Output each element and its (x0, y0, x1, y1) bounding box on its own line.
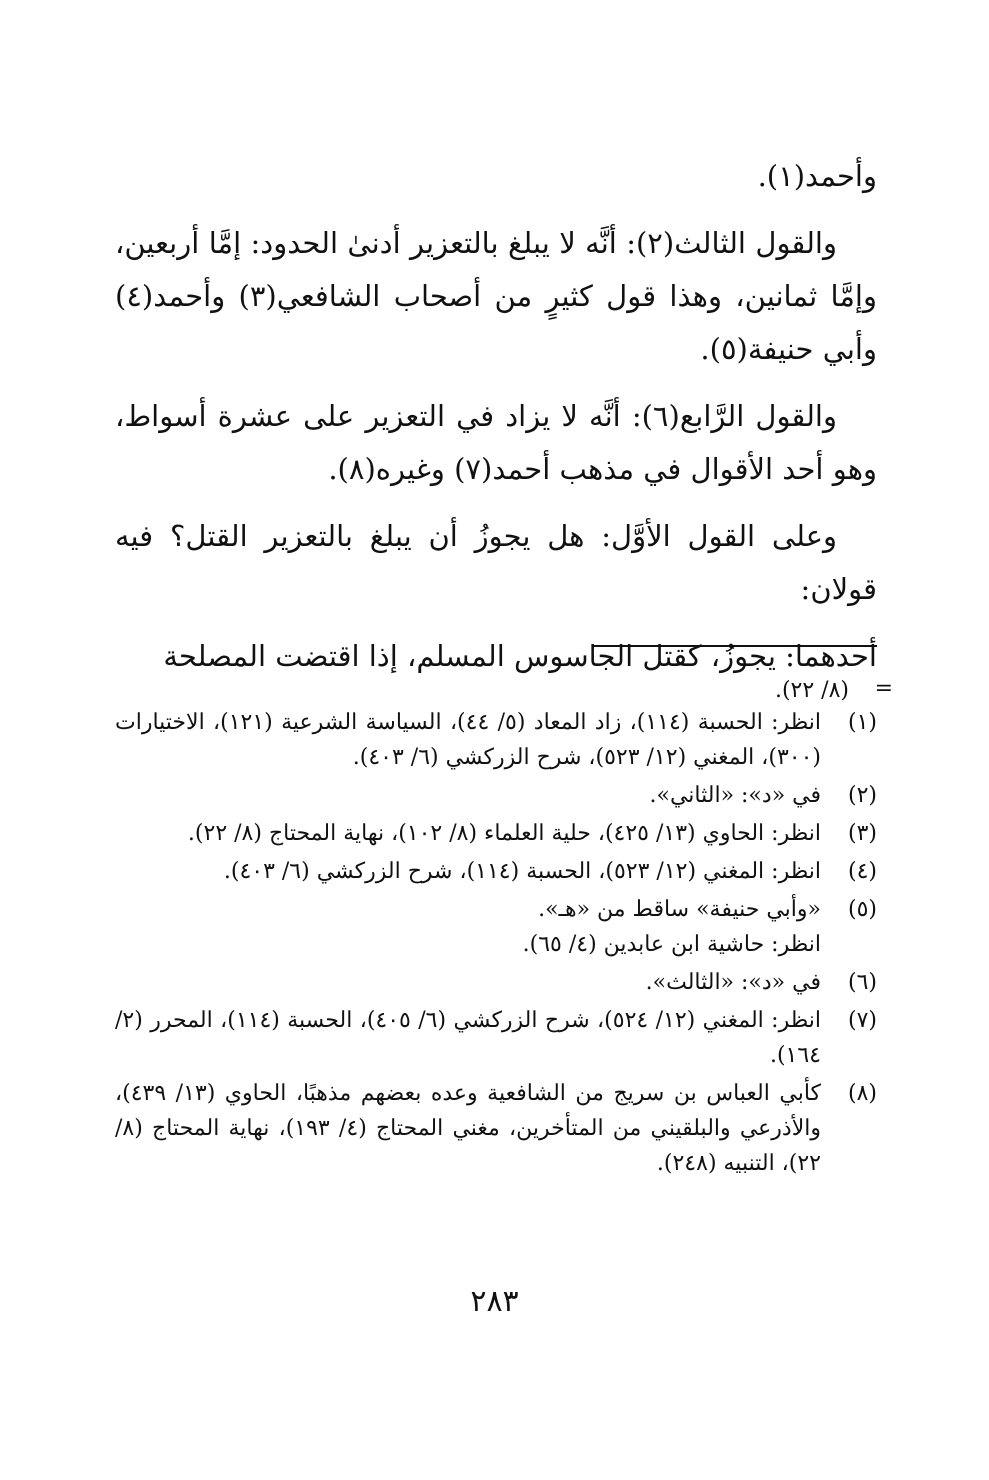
footnote-continuation-mark: = (874, 676, 893, 701)
footnote-separator (592, 645, 877, 647)
footnotes (115, 705, 877, 1184)
footnote-text: في «د»: «الثاني». (649, 783, 821, 808)
footnote-text: في «د»: «الثالث». (645, 970, 821, 995)
footnote-3 (115, 816, 877, 851)
page-number: ٢٨٣ (470, 1284, 519, 1319)
footnote-number: (٧) (847, 1008, 877, 1033)
footnote-number: (٣) (847, 821, 877, 846)
footnote-8 (115, 1076, 877, 1181)
paragraph-5: أحدهما: يجوزُ، كقتل الجاسوس المسلم، إذا اقتضت المصلحة (163, 639, 877, 673)
footnote-text: «وأبي حنيفة» ساقط من «هـ». (538, 897, 821, 922)
footnote-5 (115, 892, 877, 962)
footnote-7 (115, 1003, 877, 1073)
footnote-continuation-text: (٨/ ٢٢). (774, 678, 849, 703)
footnote-number: (٥) (847, 897, 877, 922)
footnote-text: انظر: الحاوي (١٣/ ٤٢٥)، حلية العلماء (٨/ ١٠٢)، نهاية المحتاج (٨/ ٢٢). (187, 821, 821, 846)
footnote-number: (١) (847, 710, 877, 735)
footnote-number: (٢) (847, 783, 877, 808)
paragraph-4: وعلى القول الأوَّل: هل يجوزُ أن يبلغ بالتعزير القتل؟ فيه قولان: (115, 519, 877, 606)
main-text (115, 150, 877, 697)
paragraph-3: والقول الرَّابع(٦): أنَّه لا يزاد في التعزير على عشرة أسواط، وهو أحد الأقوال في مذهب أحمد(٧) وغيره(٨). (115, 399, 877, 486)
footnote-1 (115, 705, 877, 775)
footnote-text: كأبي العباس بن سريج من الشافعية وعده بعضهم مذهبًا، الحاوي (١٣/ ٤٣٩)، والأذرعي والبلقيني من المتأخرين، مغني المحتاج (٤/ ١٩٣)، نهاية المحتاج (٨/ ٢٢)، التنبيه (٢٤٨). (115, 1081, 821, 1176)
footnote-text: انظر: المغني (١٢/ ٥٢٤)، شرح الزركشي (٦/ ٤٠٥)، الحسبة (١١٤)، المحرر (٢/ ١٦٤). (115, 1008, 821, 1068)
paragraph-2: والقول الثالث(٢): أنَّه لا يبلغ بالتعزير أدنىٰ الحدود: إمَّا أربعين، وإمَّا ثمانين، وهذا قول كثيرٍ من أصحاب الشافعي(٣) وأحمد(٤) وأبي حنيفة(٥). (115, 226, 877, 366)
footnote-extra-line: انظر: حاشية ابن عابدين (٤/ ٦٥). (522, 932, 821, 957)
paragraph-1: وأحمد(١). (757, 159, 877, 193)
footnote-text: انظر: المغني (١٢/ ٥٢٣)، الحسبة (١١٤)، شرح الزركشي (٦/ ٤٠٣). (223, 859, 821, 884)
footnote-2 (115, 778, 877, 813)
footnote-number: (٨) (847, 1081, 877, 1106)
footnote-number: (٦) (847, 970, 877, 995)
footnote-text: انظر: الحسبة (١١٤)، زاد المعاد (٥/ ٤٤)، السياسة الشرعية (١٢١)، الاختيارات (٣٠٠)، المغني (١٢/ ٥٢٣)، شرح الزركشي (٦/ ٤٠٣). (115, 710, 821, 770)
footnote-number: (٤) (847, 859, 877, 884)
footnote-6 (115, 965, 877, 1000)
footnote-4 (115, 854, 877, 889)
